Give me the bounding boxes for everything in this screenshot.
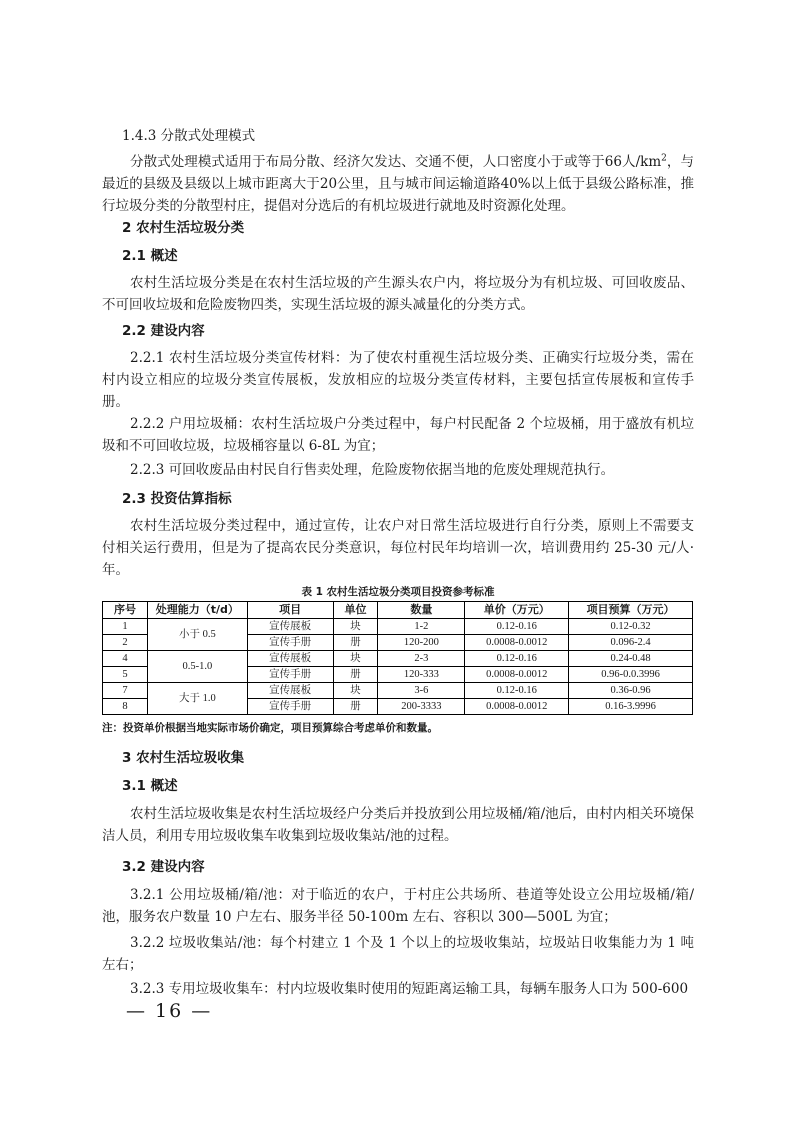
table-cell: 0.0008-0.0012 xyxy=(465,635,569,651)
header-cell: 处理能力（t/d） xyxy=(147,602,247,619)
section-2-2-3-paragraph: 2.2.3 可回收废品由村民自行售卖处理，危险废物依据当地的危废处理规范执行。 xyxy=(130,462,615,478)
section-3-2-1-paragraph: 3.2.1 公用垃圾桶/箱/池：对于临近的农户，于村庄公共场所、巷道等处设立公用垃圾桶/箱/池，服务农户数量 10 户左右、服务半径 50-100m 左右、容积以 300—500L 为宜； xyxy=(102,887,694,925)
table-cell: 0.16-3.9996 xyxy=(569,699,693,715)
capacity-group-cell: 小于 0.5 xyxy=(147,619,247,651)
table-cell: 200-3333 xyxy=(378,699,465,715)
header-cell: 单价（万元） xyxy=(465,602,569,619)
table-cell: 0.096-2.4 xyxy=(569,635,693,651)
header-cell: 项目 xyxy=(247,602,333,619)
investment-table xyxy=(102,601,693,715)
table-cell: 宣传展板 xyxy=(247,619,333,635)
table-cell: 1 xyxy=(103,619,148,635)
table-cell: 120-200 xyxy=(378,635,465,651)
table-cell: 7 xyxy=(103,683,148,699)
header-cell: 序号 xyxy=(103,602,148,619)
table-cell: 0.96-0.0.3996 xyxy=(569,667,693,683)
table-cell: 册 xyxy=(333,635,378,651)
section-3-heading: 3 农村生活垃圾收集 xyxy=(122,750,245,766)
table-note: 注：投资单价根据当地实际市场价确定，项目预算综合考虑单价和数量。 xyxy=(102,722,438,734)
table-cell: 册 xyxy=(333,667,378,683)
table-cell: 册 xyxy=(333,699,378,715)
table-row xyxy=(103,619,693,635)
section-2-1-paragraph: 农村生活垃圾分类是在农村生活垃圾的产生源头农户内，将垃圾分为有机垃圾、可回收废品、不可回收垃圾和危险废物四类，实现生活垃圾的源头减量化的分类方式。 xyxy=(102,275,694,313)
section-3-2-heading: 3.2 建设内容 xyxy=(122,859,205,875)
table-cell: 宣传展板 xyxy=(247,651,333,667)
header-cell: 项目预算（万元） xyxy=(569,602,693,619)
table-cell: 0.12-0.16 xyxy=(465,683,569,699)
section-3-1-paragraph: 农村生活垃圾收集是农村生活垃圾经户分类后并投放到公用垃圾桶/箱/池后，由村内相关环境保洁人员，利用专用垃圾收集车收集到垃圾收集站/池的过程。 xyxy=(102,806,694,844)
section-1-4-3-paragraph: 分散式处理模式适用于布局分散、经济欠发达、交通不便，人口密度小于或等于66人$/km^2$，与最近的县级及县级以上城市距离大于20公里，且与城市间运输道路40%以上低于县级公路标准，推行垃圾分类的分散型村庄，提倡对分选后的有机垃圾进行就地及时资源化处理。 xyxy=(102,153,694,214)
section-2-3-heading: 2.3 投资估算指标 xyxy=(122,491,232,507)
section-3-1-heading: 3.1 概述 xyxy=(122,778,178,794)
table-cell: 8 xyxy=(103,699,148,715)
section-3-2-2-paragraph: 3.2.2 垃圾收集站/池：每个村建立 1 个及 1 个以上的垃圾收集站，垃圾站日收集能力为 1 吨左右； xyxy=(102,935,694,973)
table-cell: 0.12-0.32 xyxy=(569,619,693,635)
capacity-group-cell: 0.5-1.0 xyxy=(147,651,247,683)
table-cell: 宣传手册 xyxy=(247,667,333,683)
table-row xyxy=(103,683,693,699)
section-1-4-3-heading: 1.4.3 分散式处理模式 xyxy=(122,128,256,144)
header-cell: 数量 xyxy=(378,602,465,619)
section-2-3-paragraph: 农村生活垃圾分类过程中，通过宣传，让农户对日常生活垃圾进行自行分类，原则上不需要支付相关运行费用，但是为了提高农民分类意识，每位村民年均培训一次，培训费用约 25-30 元/人·年。 xyxy=(102,518,694,578)
table-cell: 1-2 xyxy=(378,619,465,635)
table-cell: 块 xyxy=(333,651,378,667)
table-cell: 0.0008-0.0012 xyxy=(465,667,569,683)
section-2-2-1-paragraph: 2.2.1 农村生活垃圾分类宣传材料：为了使农村重视生活垃圾分类、正确实行垃圾分类，需在村内设立相应的垃圾分类宣传展板，发放相应的垃圾分类宣传材料，主要包括宣传展板和宣传手册。 xyxy=(102,350,694,410)
table-cell: 0.24-0.48 xyxy=(569,651,693,667)
table-cell: 4 xyxy=(103,651,148,667)
table-cell: 宣传手册 xyxy=(247,635,333,651)
table-cell: 3-6 xyxy=(378,683,465,699)
table-cell: 块 xyxy=(333,683,378,699)
header-cell: 单位 xyxy=(333,602,378,619)
table-cell: 2 xyxy=(103,635,148,651)
page-number: — 16 — xyxy=(126,1000,213,1022)
capacity-group-cell: 大于 1.0 xyxy=(147,683,247,715)
table-cell: 0.12-0.16 xyxy=(465,619,569,635)
table-header-row xyxy=(103,602,693,619)
table-row xyxy=(103,651,693,667)
table-cell: 宣传展板 xyxy=(247,683,333,699)
table-cell: 120-333 xyxy=(378,667,465,683)
table-cell: 0.12-0.16 xyxy=(465,651,569,667)
table-cell: 2-3 xyxy=(378,651,465,667)
section-2-2-heading: 2.2 建设内容 xyxy=(122,323,205,339)
table-cell: 5 xyxy=(103,667,148,683)
table-cell: 0.0008-0.0012 xyxy=(465,699,569,715)
section-3-2-3-paragraph: 3.2.3 专用垃圾收集车：村内垃圾收集时使用的短距离运输工具，每辆车服务人口为 500-600 xyxy=(130,981,689,997)
section-2-1-heading: 2.1 概述 xyxy=(122,248,178,264)
table-cell: 宣传手册 xyxy=(247,699,333,715)
section-2-heading: 2 农村生活垃圾分类 xyxy=(122,220,245,236)
table-caption: 表 1 农村生活垃圾分类项目投资参考标准 xyxy=(301,586,495,598)
table-cell: 0.36-0.96 xyxy=(569,683,693,699)
section-2-2-2-paragraph: 2.2.2 户用垃圾桶：农村生活垃圾户分类过程中，每户村民配备 2 个垃圾桶，用于盛放有机垃圾和不可回收垃圾，垃圾桶容量以 6-8L 为宜； xyxy=(102,416,694,454)
table-cell: 块 xyxy=(333,619,378,635)
